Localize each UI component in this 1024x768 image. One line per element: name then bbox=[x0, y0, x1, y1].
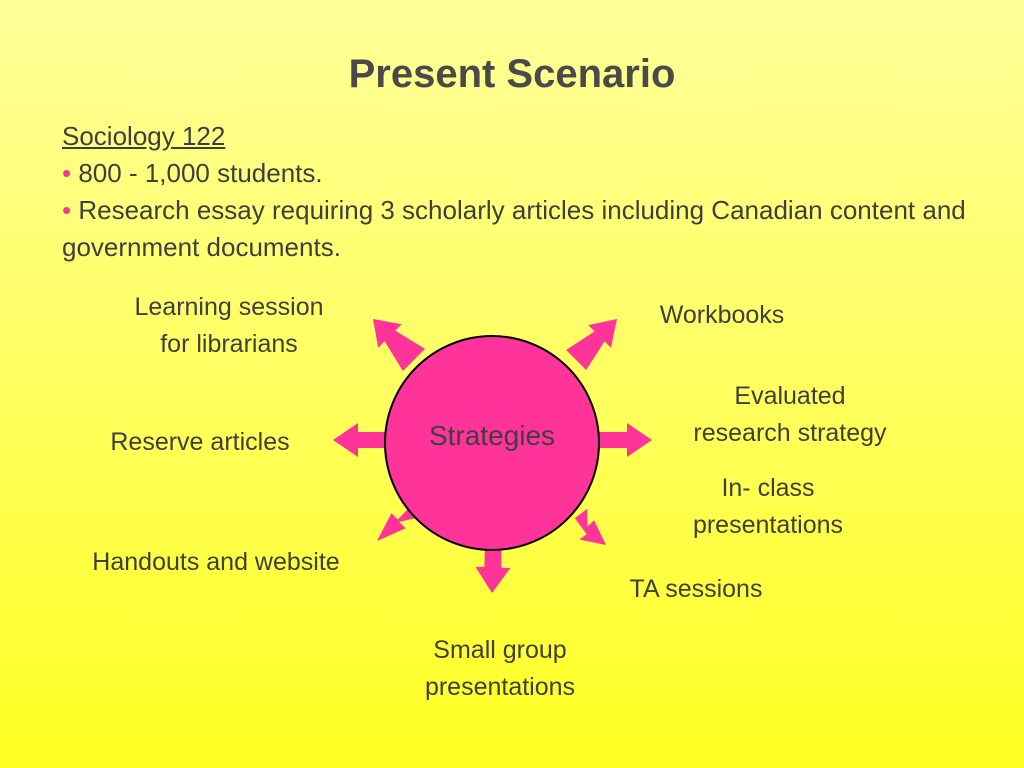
label-evaluated-strategy-line2: research strategy bbox=[693, 419, 887, 447]
label-small-group-line1: Small group bbox=[433, 636, 567, 664]
label-workbooks bbox=[622, 297, 822, 334]
label-workbooks-line1: Workbooks bbox=[659, 301, 785, 329]
label-ta-sessions bbox=[596, 571, 796, 608]
arrow-up-right bbox=[566, 319, 617, 370]
slide-title: Present Scenario bbox=[348, 52, 676, 96]
label-small-group bbox=[390, 632, 610, 706]
course-heading: Sociology 122 bbox=[62, 121, 226, 151]
label-in-class bbox=[658, 470, 878, 544]
arrow-left bbox=[333, 423, 385, 457]
bullet-assignment-text: Research essay requiring 3 scholarly articles including Canadian content and government documents. bbox=[62, 195, 966, 262]
label-learning-session-line1: Learning session bbox=[134, 293, 324, 321]
label-evaluated-strategy bbox=[660, 378, 920, 452]
label-learning-session bbox=[104, 289, 354, 363]
label-evaluated-strategy-line1: Evaluated bbox=[734, 382, 846, 410]
label-small-group-line2: presentations bbox=[424, 673, 576, 701]
label-handouts bbox=[56, 544, 376, 581]
label-learning-session-line2: for librarians bbox=[160, 330, 298, 358]
bullet-icon: • bbox=[62, 195, 72, 225]
strategies-center-label: Strategies bbox=[428, 420, 556, 451]
label-in-class-line1: In- class bbox=[721, 474, 815, 502]
arrow-down-right bbox=[575, 509, 606, 545]
label-reserve-articles bbox=[80, 424, 320, 461]
label-handouts-line1: Handouts and website bbox=[92, 548, 340, 576]
label-in-class-line2: presentations bbox=[692, 511, 844, 539]
arrow-up-left bbox=[373, 319, 425, 371]
bullet-icon: • bbox=[62, 158, 72, 188]
bullet-enrollment-text: 800 - 1,000 students. bbox=[78, 158, 323, 188]
arrow-right bbox=[598, 423, 652, 457]
label-reserve-articles-line1: Reserve articles bbox=[110, 428, 290, 456]
label-ta-sessions-line1: TA sessions bbox=[629, 575, 763, 603]
